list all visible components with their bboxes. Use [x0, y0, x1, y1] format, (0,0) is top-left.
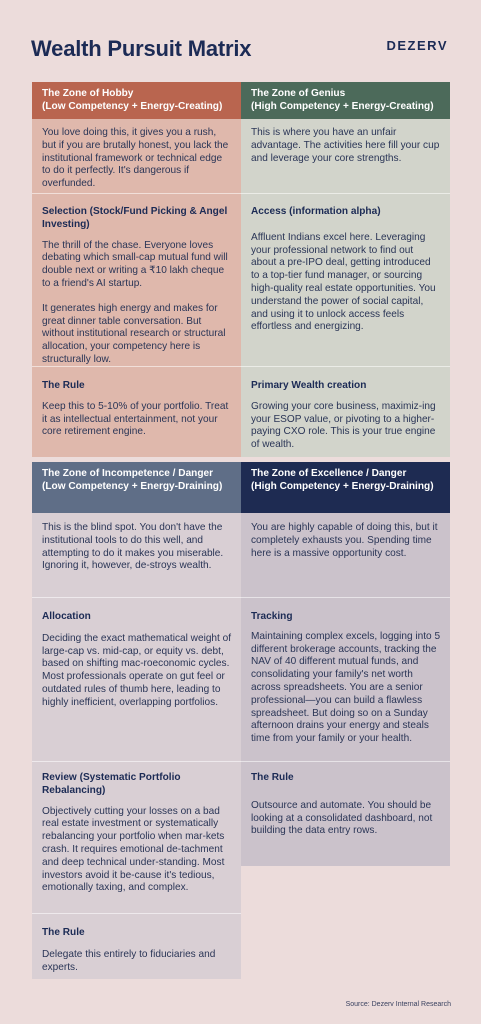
zone-hobby-example-cell [32, 194, 241, 367]
zone-genius-intro-cell [241, 119, 450, 194]
zone-genius-example-title: Access (information alpha) [251, 206, 381, 217]
zone-incompetence-rule-text: Delegate this entirely to fiduciaries and experts. [42, 948, 216, 973]
zone-incompetence-review-cell [32, 762, 241, 914]
zone-excellence-rule-title: The Rule [251, 772, 294, 783]
page-title: Wealth Pursuit Matrix [31, 36, 252, 61]
zone-hobby-rule-title: The Rule [42, 380, 85, 391]
zone-genius-rule-cell [241, 367, 450, 457]
zone-excellence-example-text: Maintaining complex excels, logging into 5 different brokerage accounts, tracking the NAV of 40 different mutual funds, and consolidating your family's net worth across spreadsheets. You are a senior professional—you can build a flawless spreadsheet. But doing so on a Sunday afternoon drains your energy and steals time from your family or your health. [251, 630, 441, 745]
zone-excellence-subtitle: (High Competency + Energy-Draining) [251, 480, 434, 492]
zone-incompetence-example-cell [32, 598, 241, 762]
zone-hobby-intro-cell [32, 119, 241, 194]
zone-hobby-header [32, 82, 241, 119]
zone-excellence-header [241, 462, 450, 513]
zone-hobby-rule-text: Keep this to 5-10% of your portfolio. Treat it as intellectual entertainment, not your core retirement engine. [42, 400, 229, 438]
zone-hobby-example-title: Selection (Stock/Fund Picking & Angel Investing) [42, 206, 228, 230]
zone-excellence [241, 462, 450, 866]
zone-excellence-example-title: Tracking [251, 611, 293, 622]
zone-incompetence-example-title: Allocation [42, 611, 91, 622]
zone-excellence-intro: You are highly capable of doing this, but it completely exhausts you. Spending time here is a massive opportunity cost. [251, 522, 438, 559]
zone-incompetence-title: The Zone of Incompetence / Danger (Low Competency + Energy-Draining) [42, 468, 223, 492]
zone-hobby-subtitle: (Low Competency + Energy-Creating) [42, 100, 223, 112]
zone-excellence-rule-text: Outsource and automate. You should be looking at a consolidated dashboard, not building the data entry rows. [251, 799, 433, 837]
zone-hobby-title: The Zone of Hobby [42, 88, 134, 99]
zone-hobby-intro: You love doing this, it gives you a rush, but if you are brutally honest, you lack the institutional framework or technical edge to do it perfectly. It's dangerous if overfunded. [42, 127, 229, 190]
zone-excellence-title: The Zone of Excellence / Danger [251, 468, 407, 479]
zone-hobby-rule-cell [32, 367, 241, 457]
zone-incompetence-intro: This is the blind spot. You don't have the institutional tools to do this well, and attempting to do it makes you miserable. Ignoring it, however, de-stroys wealth. [42, 522, 224, 572]
zone-genius-title: The Zone of Genius [251, 88, 346, 99]
zone-genius-rule-text: Growing your core business, maximiz-ing your ESOP value, or pivoting to a higher-paying CXO role. This is your true engine of wealth. [251, 400, 436, 451]
brand-logo: DEZERV [386, 38, 448, 53]
zone-incompetence-header [32, 462, 241, 513]
zone-incompetence-intro-cell [32, 513, 241, 598]
zone-hobby [32, 82, 241, 457]
zone-genius-intro: This is where you have an unfair advantage. The activities here fill your cup and leverage your core strengths. [251, 127, 440, 164]
zone-genius-header [241, 82, 450, 119]
zone-incompetence-review-text: Objectively cutting your losses on a bad real estate investment or systematically rebalancing your portfolio when mar-kets crash. It requires emotional de-tachment and deep technical under-standing. Most investors avoid it be-cause it's tedious, emotionally taxing, and complex. [42, 805, 225, 894]
zone-incompetence [32, 462, 241, 979]
zone-excellence-intro-cell [241, 513, 450, 598]
zone-hobby-example-text-2: It generates high energy and makes for great dinner table conversation. But without institutional research or structural allocation, your competency here is structurally low. [42, 302, 226, 365]
zone-incompetence-rule-title: The Rule [42, 927, 85, 938]
zone-genius-rule-title: Primary Wealth creation [251, 380, 367, 391]
zone-incompetence-rule-cell [32, 914, 241, 979]
zone-genius [241, 82, 450, 457]
zone-genius-example-text: Affluent Indians excel here. Leveraging your professional network to find out about a pre-IPO deal, getting introduced to a top-tier fund manager, or sourcing high-quality real estate opportunities. You understand the power of social capital, and using it to unlock access feels effortless and energizing. [251, 231, 436, 333]
zone-excellence-rule-cell [241, 762, 450, 866]
zone-incompetence-example-text: Deciding the exact mathematical weight of large-cap vs. mid-cap, or equity vs. debt, based on shifting mac-roeconomic cycles. Most professionals operate on gut feel or outdated rules of thumb here, leading to highly inefficient, overlapping portfolios. [42, 632, 232, 708]
zone-incompetence-review-title: Review (Systematic Portfolio Rebalancing) [42, 772, 181, 796]
source-note: Source: Dezerv Internal Research [345, 1001, 451, 1008]
zone-genius-subtitle: (High Competency + Energy-Creating) [251, 100, 434, 112]
zone-hobby-example-text-1: The thrill of the chase. Everyone loves debating which small-cap mutual fund will double next or writing a ₹10 lakh cheque to a friend's AI startup. [42, 239, 228, 289]
zone-genius-example-cell [241, 194, 450, 367]
zone-excellence-example-cell [241, 598, 450, 762]
